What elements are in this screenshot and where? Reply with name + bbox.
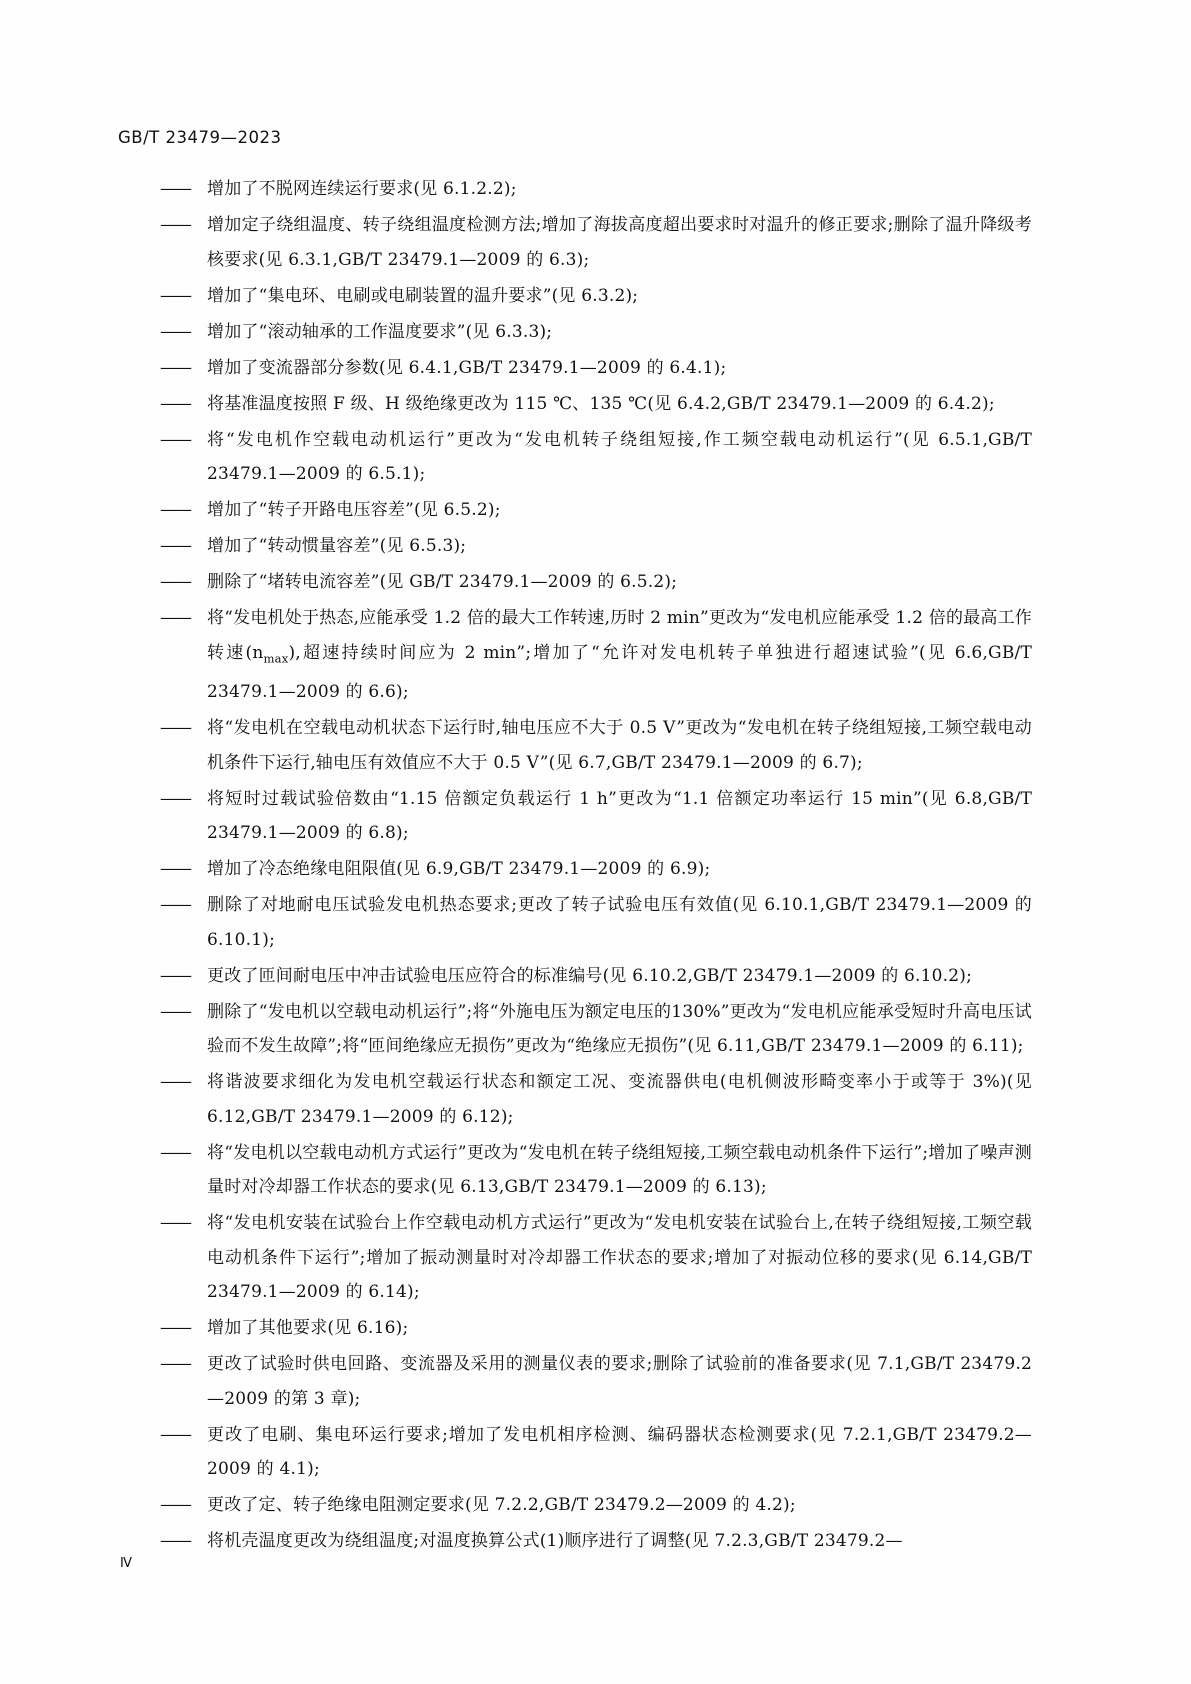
- list-item: [160, 601, 1032, 710]
- page-number: Ⅳ: [120, 1556, 132, 1571]
- list-item-dash: ——: [160, 788, 190, 809]
- list-item-dash: ——: [160, 1213, 190, 1234]
- list-item-text: 将基准温度按照 F 级、H 级绝缘更改为 115 ℃、135 ℃(见 6.4.2,GB/T 23479.1—2009 的 6.4.2);: [207, 393, 995, 414]
- list-item: [160, 351, 1032, 386]
- list-item-text: 增加了变流器部分参数(见 6.4.1,GB/T 23479.1—2009 的 6.4.1);: [207, 357, 727, 378]
- list-item: [160, 1206, 1032, 1310]
- list-item-text: 更改了试验时供电回路、变流器及采用的测量仪表的要求;删除了试验前的准备要求(见 7.1,GB/T 23479.2—2009 的第 3 章);: [207, 1354, 1032, 1409]
- list-item-text: 将短时过载试验倍数由“1.15 倍额定负载运行 1 h”更改为“1.1 倍额定功率运行 15 min”(见 6.8,GB/T 23479.1—2009 的 6.8);: [207, 788, 1032, 844]
- list-item-dash: ——: [160, 1142, 190, 1163]
- list-item-dash: ——: [160, 215, 190, 235]
- list-item: [160, 1347, 1032, 1416]
- list-item: [160, 493, 1032, 528]
- list-item: [160, 1524, 1032, 1559]
- list-item-text: 将“发电机在空载电动机状态下运行时,轴电压应不大于 0.5 V”更改为“发电机在转子绕组短接,工频空载电动机条件下运行,轴电压有效值应不大于 0.5 V”(见 6.7,GB/T 23479.1—2009 的 6.7);: [207, 718, 1032, 773]
- list-item: [160, 529, 1032, 564]
- list-item: [160, 852, 1032, 887]
- list-item: [160, 172, 1032, 207]
- list-item-dash: ——: [160, 1072, 190, 1093]
- list-item: [160, 995, 1032, 1064]
- list-item-text: 增加定子绕组温度、转子绕组温度检测方法;增加了海拔高度超出要求时对温升的修正要求;删除了温升降级考核要求(见 6.3.1,GB/T 23479.1—2009 的 6.3);: [207, 215, 1032, 270]
- list-item-dash: ——: [160, 500, 190, 520]
- list-item-dash: ——: [160, 608, 190, 628]
- list-item-dash: ——: [160, 965, 190, 986]
- list-item-text: 将“发电机以空载电动机方式运行”更改为“发电机在转子绕组短接,工频空载电动机条件下运行”;增加了噪声测量时对冷却器工作状态的要求(见 6.13,GB/T 23479.1—2009 的 6.13);: [207, 1142, 1032, 1198]
- list-item-dash: ——: [160, 1318, 190, 1339]
- list-item: [160, 423, 1032, 492]
- list-item: [160, 208, 1032, 277]
- list-item-text: 增加了不脱网连续运行要求(见 6.1.2.2);: [207, 179, 517, 199]
- list-item-dash: ——: [160, 1531, 190, 1552]
- list-item-text: 将机壳温度更改为绕组温度;对温度换算公式(1)顺序进行了调整(见 7.2.3,GB/T 23479.2—: [207, 1531, 903, 1552]
- list-item-dash: ——: [160, 536, 190, 556]
- list-item-text: 将“发电机作空载电动机运行”更改为“发电机转子绕组短接,作工频空载电动机运行”(见 6.5.1,GB/T 23479.1—2009 的 6.5.1);: [207, 429, 1032, 484]
- list-item-dash: ——: [160, 179, 190, 199]
- list-item: [160, 1311, 1032, 1346]
- change-list: [160, 172, 1032, 1560]
- list-item: [160, 387, 1032, 422]
- list-item: [160, 1488, 1032, 1523]
- list-item-text: 删除了“发电机以空载电动机运行”;将“外施电压为额定电压的130%”更改为“发电机应能承受短时升高电压试验而不发生故障”;将“匝间绝缘应无损伤”更改为“绝缘应无损伤”(见 6.11,GB/T 23479.1—2009 的 6.11);: [207, 1001, 1032, 1057]
- list-item: [160, 1418, 1032, 1487]
- list-item-dash: ——: [160, 718, 190, 739]
- list-item-text: 增加了“滚动轴承的工作温度要求”(见 6.3.3);: [207, 321, 553, 342]
- list-item-dash: ——: [160, 321, 190, 342]
- list-item-dash: ——: [160, 357, 190, 378]
- list-item: [160, 959, 1032, 994]
- list-item: [160, 279, 1032, 314]
- list-item-text: 将“发电机安装在试验台上作空载电动机方式运行”更改为“发电机安装在试验台上,在转子绕组短接,工频空载电动机条件下运行”;增加了振动测量时对冷却器工作状态的要求;增加了对振动位移的要求(见 6.14,GB/T 23479.1—2009 的 6.14);: [207, 1213, 1032, 1303]
- list-item-dash: ——: [160, 859, 190, 880]
- list-item-text: 增加了“转子开路电压容差”(见 6.5.2);: [207, 500, 501, 520]
- list-item-dash: ——: [160, 1001, 190, 1022]
- list-item-dash: ——: [160, 895, 190, 916]
- list-item-dash: ——: [160, 393, 190, 414]
- list-item-text: 将谐波要求细化为发电机空载运行状态和额定工况、变流器供电(电机侧波形畸变率小于或等于 3%)(见 6.12,GB/T 23479.1—2009 的 6.12);: [207, 1072, 1032, 1127]
- list-item-dash: ——: [160, 429, 190, 450]
- list-item-text: 增加了冷态绝缘电阻限值(见 6.9,GB/T 23479.1—2009 的 6.9);: [207, 859, 711, 880]
- list-item: [160, 782, 1032, 851]
- list-item-text: 增加了其他要求(见 6.16);: [207, 1318, 409, 1339]
- list-item-dash: ——: [160, 1424, 190, 1445]
- list-item-text: 增加了“集电环、电刷或电刷装置的温升要求”(见 6.3.2);: [207, 285, 639, 306]
- list-item-text: 更改了电刷、集电环运行要求;增加了发电机相序检测、编码器状态检测要求(见 7.2.1,GB/T 23479.2—2009 的 4.1);: [207, 1424, 1032, 1480]
- list-item-text: 删除了“堵转电流容差”(见 GB/T 23479.1—2009 的 6.5.2);: [207, 572, 678, 592]
- list-item: [160, 1065, 1032, 1134]
- list-item-text: 更改了匝间耐电压中冲击试验电压应符合的标准编号(见 6.10.2,GB/T 23479.1—2009 的 6.10.2);: [207, 965, 973, 986]
- list-item: [160, 888, 1032, 957]
- list-item: [160, 1136, 1032, 1205]
- list-item: [160, 315, 1032, 350]
- list-item-dash: ——: [160, 1354, 190, 1375]
- list-item-dash: ——: [160, 285, 190, 306]
- list-item-dash: ——: [160, 572, 190, 592]
- page-header-standard-code: GB/T 23479—2023: [118, 128, 282, 147]
- list-item: [160, 711, 1032, 780]
- list-item-text: 增加了“转动惯量容差”(见 6.5.3);: [207, 536, 467, 556]
- list-item-text: 更改了定、转子绝缘电阻测定要求(见 7.2.2,GB/T 23479.2—2009 的 4.2);: [207, 1495, 796, 1516]
- list-item-text: 将“发电机处于热态,应能承受 1.2 倍的最大工作转速,历时 2 min”更改为“发电机应能承受 1.2 倍的最高工作转速$(n_{max})$,超速持续时间应为 2 min”;增加了“允许对发电机转子单独进行超速试验”(见 6.6,GB/T 23479.1—2009 的 6.6);: [207, 608, 1032, 703]
- list-item-dash: ——: [160, 1495, 190, 1516]
- list-item: [160, 565, 1032, 600]
- list-item-text: 删除了对地耐电压试验发电机热态要求;更改了转子试验电压有效值(见 6.10.1,GB/T 23479.1—2009 的 6.10.1);: [207, 895, 1032, 950]
